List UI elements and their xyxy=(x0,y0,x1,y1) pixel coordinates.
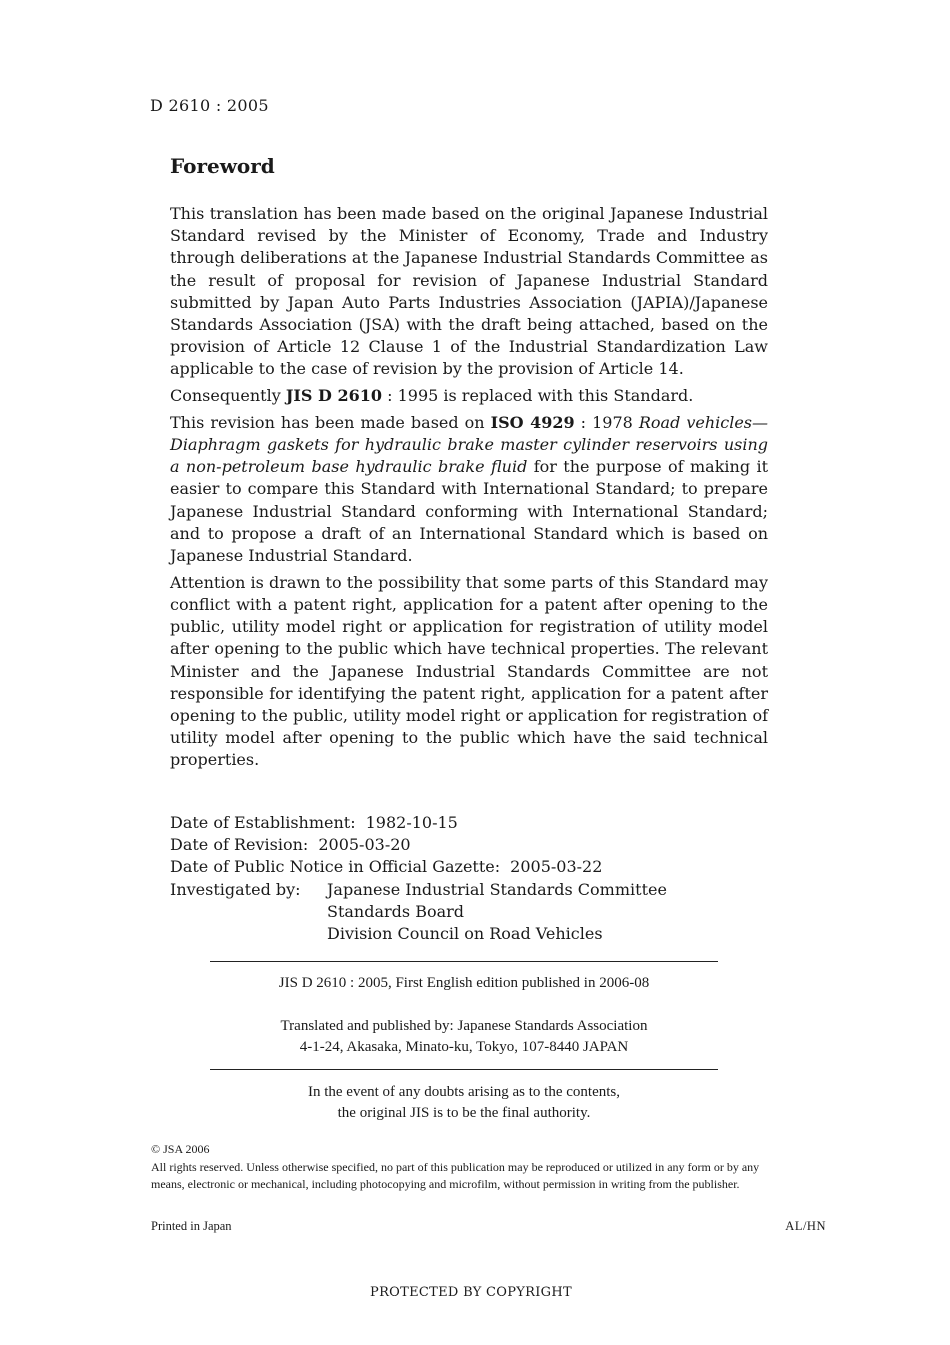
iso-standard: ISO 4929 xyxy=(490,412,575,432)
dates-block xyxy=(170,812,770,945)
revision-label: Date of Revision: xyxy=(170,835,309,855)
paragraph-replacement-post: : 1995 is replaced with this Standard. xyxy=(382,386,694,406)
investigated-row xyxy=(170,879,770,901)
paragraph-revision-basis xyxy=(170,412,768,567)
paragraph-patent-notice: Attention is drawn to the possibility that some parts of this Standard may conflict with a patent right, application for a patent after opening to the public, utility model right or application for registration of utility model after opening to the public which have technical properties. The relevant Minister and the Japanese Industrial Standards Committee are not responsible for identifying the patent right, application for a patent after opening to the public, utility model right or application for registration of utility model after opening to the public which have the said technical properties. xyxy=(170,572,768,770)
document-code: AL/HN xyxy=(785,1219,826,1233)
copyright-block xyxy=(151,1141,771,1194)
copyright-holder: © JSA 2006 xyxy=(151,1142,210,1156)
paragraph-replacement-pre: Consequently xyxy=(170,386,286,406)
investigated-line-2: Standards Board xyxy=(327,901,465,921)
authority-line-2: the original JIS is to be the final authority. xyxy=(337,1105,591,1121)
paragraph-revision-pre: This revision has been made based on xyxy=(170,412,491,432)
establishment-value: 1982-10-15 xyxy=(365,813,458,832)
notice-row xyxy=(170,856,770,878)
divider-top xyxy=(210,961,718,962)
paragraph-translation-basis: This translation has been made based on the original Japanese Industrial Standard revised by the Minister of Economy, Trade and Industry through deliberations at the Japanese Industrial Standards Committee as the result of proposal for revision of Japanese Industrial Standard submitted by Japan Auto Parts Industries Association (JAPIA)/Japanese Standards Association (JSA) with the draft being attached, based on the provision of Article 12 Clause 1 of the Industrial Standardization Law applicable to the case of revision by the provision of Article 14. xyxy=(170,204,768,379)
divider-bottom xyxy=(210,1069,718,1070)
printed-in: Printed in Japan xyxy=(151,1219,232,1233)
investigated-label: Investigated by: xyxy=(170,879,301,899)
authority-line-1: In the event of any doubts arising as to the contents, xyxy=(307,1084,620,1100)
publisher-address: 4-1-24, Akasaka, Minato-ku, Tokyo, 107-8440 JAPAN xyxy=(299,1039,629,1055)
iso-year: : 1978 xyxy=(574,412,639,432)
establishment-row xyxy=(170,812,770,834)
paragraph-replacement xyxy=(170,385,768,407)
edition-line: JIS D 2610 : 2005, First English edition published in 2006-08 xyxy=(278,975,650,991)
revision-row xyxy=(170,834,770,856)
notice-label: Date of Public Notice in Official Gazette: xyxy=(170,857,501,877)
investigated-line-3: Division Council on Road Vehicles xyxy=(327,924,603,944)
copyright-notice: All rights reserved. Unless otherwise specified, no part of this publication may be reproduced or utilized in any form or by any means, electronic or mechanical, including photocopying and microfilm, without permission in writing from the publisher. xyxy=(151,1159,760,1191)
foreword-body xyxy=(170,203,768,776)
investigated-line-1: Japanese Industrial Standards Committee xyxy=(327,879,667,899)
page-title: Foreword xyxy=(170,154,275,178)
publisher-block xyxy=(210,1016,718,1058)
paragraph-revision-post: for the purpose of making it easier to compare this Standard with International Standard; to prepare Japanese Industrial Standard conforming with International Standard; and to propose a draft of an International Standard which is based on Japanese Industrial Standard. xyxy=(170,457,769,566)
notice-value: 2005-03-22 xyxy=(510,857,603,877)
authority-notice xyxy=(210,1082,718,1124)
revision-value: 2005-03-20 xyxy=(318,835,411,855)
page-code: D 2610 : 2005 xyxy=(150,96,269,115)
iso-title: Road vehicles—Diaphragm gaskets for hydraulic brake master cylinder reservoirs using a non-petroleum base hydraulic brake fluid xyxy=(170,412,769,477)
establishment-label: Date of Establishment: xyxy=(170,813,356,832)
protected-notice: PROTECTED BY COPYRIGHT xyxy=(370,1285,572,1300)
replaced-standard: JIS D 2610 xyxy=(285,386,383,406)
translated-by: Translated and published by: Japanese Standards Association xyxy=(280,1018,648,1034)
